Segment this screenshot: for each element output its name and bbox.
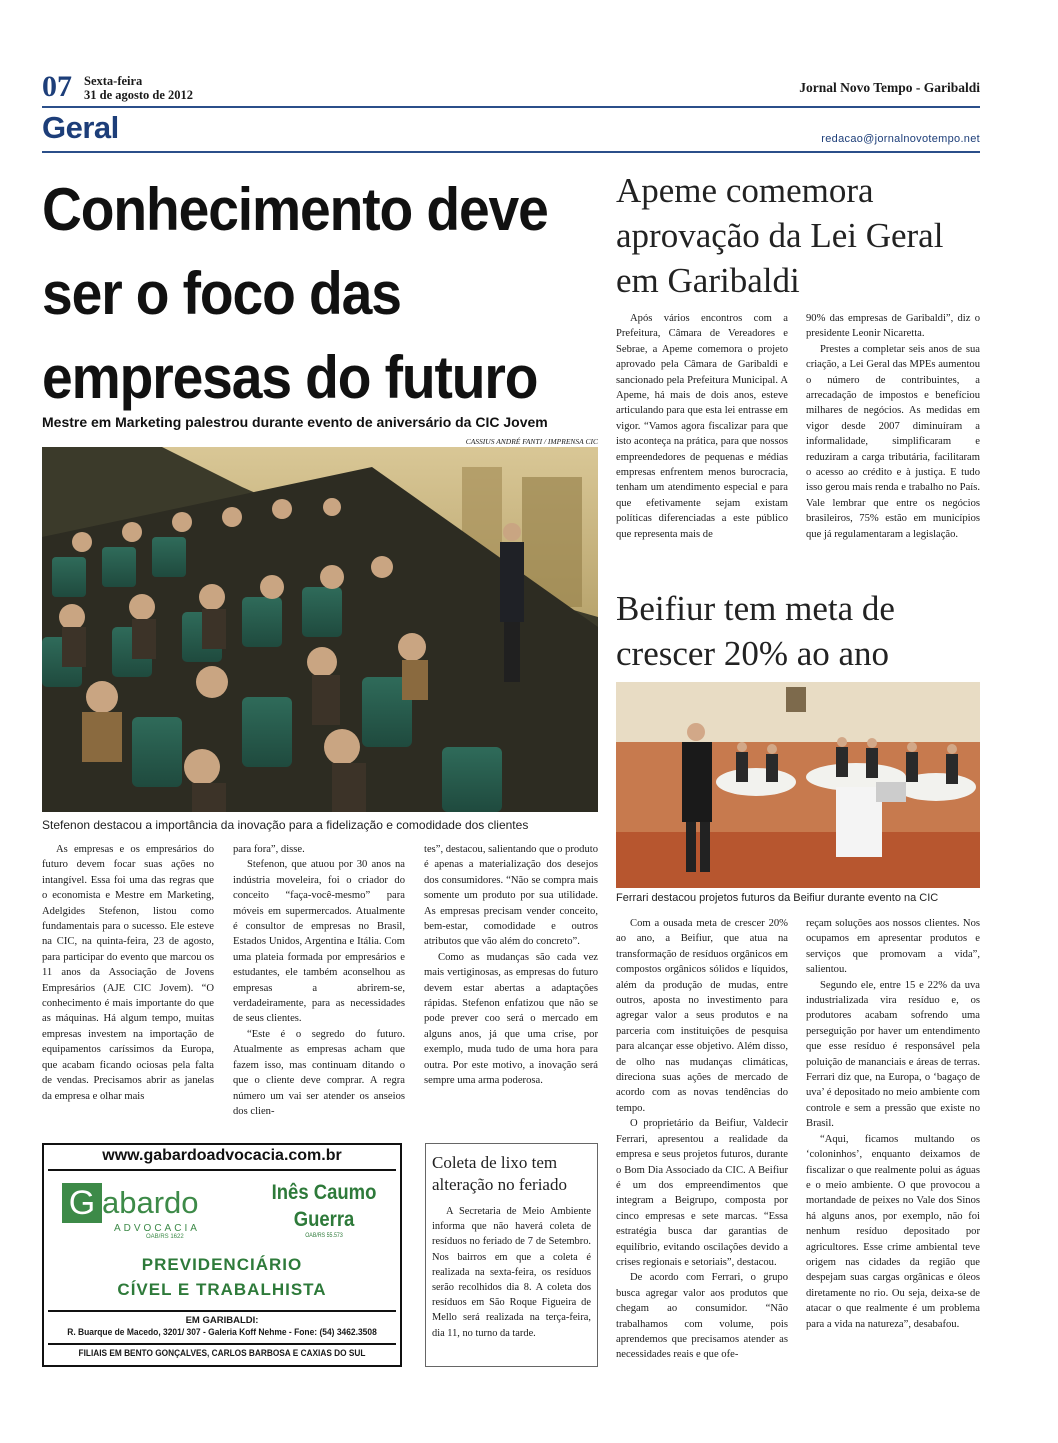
event-photo <box>616 682 980 888</box>
beifiur-column-2 <box>806 916 980 1332</box>
ad-services <box>44 1252 400 1302</box>
auditorium-photo <box>42 447 598 812</box>
ad-branches: FILIAIS EM BENTO GONÇALVES, CARLOS BARBOSA E CAXIAS DO SUL <box>78 1348 366 1358</box>
paragraph: para fora”, disse. <box>233 844 305 855</box>
ad-url[interactable]: www.gabardoadvocacia.com.br <box>102 1147 342 1164</box>
date-block <box>84 74 193 102</box>
paragraph: As empresas e os empresários do futuro devem focar suas ações no intangível. Essa foi uma das regras que o economista e Mestre em Marketing, Adelgides Stefenon, listou como fundamentais para o sucesso. Ele esteve na CIC, na quinta-feira, 23 de agosto, para participar do evento que marcou os 11 anos da Associação de Jovens Empresários (AJE CIC Jovem). “O conhecimento é mais importante do que as máquinas. Há algum tempo, muitas empresas investem na importação de equipamentos caríssimos da Europa, que acabam ficando ociosas pela falta de vendas. Precisamos abrir as janelas da empresa e olhar mais <box>42 844 214 1102</box>
apeme-headline: Apeme comemora aprovação da Lei Geral em Garibaldi <box>616 171 944 300</box>
newspaper-name: Jornal Novo Tempo - Garibaldi <box>799 80 980 95</box>
paragraph: Stefenon, que atuou por 30 anos na indústria moveleira, foi o criador do conceito “faça-você-mesmo” para móveis em supermercados. Atualmente é consultor de empresas no Brasil, Estados Unidos, Argentina e Itália. Com uma plateia formada por empresários e estudantes, ele também aconselhou as empresas a abrirem-se, verdadeiramente, para as necessidades de seus clientes. <box>233 859 405 1025</box>
main-subtitle: Mestre em Marketing palestrou durante evento de aniversário da CIC Jovem <box>42 414 548 430</box>
event-photo-illustration <box>616 682 980 888</box>
logo-subtitle: ADVOCACIA <box>114 1223 200 1234</box>
lawyer-oab: OAB/RS 55.573 <box>305 1233 343 1239</box>
paragraph: “Aqui, ficamos multando os ‘coloninhos’, enquanto deixamos de fiscalizar o que realmente polui as águas e o meio ambiente. O que provocou a mortandade de peixes no Vale dos Sinos há alguns anos, por exemplo, não foi nenhum resíduo depositado por agricultores. Esse crime ambiental teve origem nas cidades da região que despejam suas cargas orgânicas e óleos diretamente no rio. Ou seja, deixa-se de atacar o que realmente é um problema para a vida na natureza”, desabafou. <box>806 1133 980 1330</box>
beifiur-headline: Beifiur tem meta de crescer 20% ao ano <box>616 589 895 673</box>
ad-address: R. Buarque de Macedo, 3201/ 307 - Galeria Koff Nehme - Fone: (54) 3462.3508 <box>67 1327 377 1337</box>
main-photo-caption: Stefenon destacou a importância da inovação para a fidelização e comodidade dos clientes <box>42 818 529 832</box>
gabardo-logo-letter: G <box>62 1183 102 1223</box>
paragraph: 90% das empresas de Garibaldi”, diz o presidente Leonir Nicaretta. <box>806 313 980 340</box>
weekday: Sexta-feira <box>84 74 143 88</box>
paragraph: Após vários encontros com a Prefeitura, Câmara de Vereadores e Sebrae, a Apeme comemora o projeto aprovado pela Câmara de Garibaldi e sancionado pela Prefeitura Municipal. A Apeme, há mais de dois anos, esteve articulando para que esta lei entrasse em vigor. “Vamos agora fiscalizar para que isto aconteça na prática, para que nossos empreendedores de pequenas e médias empresas enfrentem menos burocracia, tenham um atendimento especial e para que efetivamente sejam existam políticas diferenciadas a este público que representa mais de <box>616 313 788 540</box>
paragraph: Como as mudanças são cada vez mais vertiginosas, as empresas do futuro devem estar abertas a adaptações rápidas. Stefenon enfatizou que não se pode prever coo será o mercado em alguns anos, já que uma crise, por exemplo, muda tudo de uma hora para outra. Por este motivo, a inovação será sempre uma arma poderosa. <box>424 951 598 1087</box>
apeme-column-2 <box>806 311 980 542</box>
ad-location: EM GARIBALDI: <box>185 1315 259 1326</box>
notice-box <box>425 1143 598 1367</box>
services-line2: CÍVEL E TRABALHISTA <box>117 1280 327 1299</box>
paragraph: Com a ousada meta de crescer 20% ao ano, a Beifiur, que atua na transformação de resíduos orgânicos em compostos orgânicos sólidos e líquidos, além da produção de mudas, entre outros, aposta no investimento para agregar valor a seus produtos e na parceria com instituições de pesquisa para alcançar esse objetivo. Além disso, de olho nas mudanças climáticas, direciona suas ações de mercado de acordo com as novas tendências do tempo. <box>616 918 788 1114</box>
beifiur-column-1 <box>616 916 788 1363</box>
page-number: 07 <box>42 70 72 103</box>
paragraph: De acordo com Ferrari, o grupo busca agregar valor aos produtos que chegam ao consumidor. “Não trabalhamos com volume, pois aprendemos que precisamos atender as necessidades reais e que ofe- <box>616 1272 788 1361</box>
section-rule <box>42 151 980 153</box>
header-rule <box>42 106 980 108</box>
main-article-column-1 <box>42 842 214 1104</box>
ad-divider <box>48 1310 396 1312</box>
paragraph: Prestes a completar seis anos de sua criação, a Lei Geral das MPEs aumentou o número de contribuintes, a arrecadação de impostos e benefíciou milhares de negócios. As medidas em vigor desde 2007 diminuíram a informalidade, simplificaram e reduziram a carga tributária, facilitaram o acesso ao crédito e à justiça. E tudo isso gerou mais renda e trabalho no País. Vale lembrar que entre os negócios brasileiros, 75% estão em municípios que já regulamentaram a legislação. <box>806 343 980 540</box>
auditorium-photo-illustration <box>42 447 598 812</box>
ad-divider <box>48 1169 396 1171</box>
main-article-column-3 <box>424 842 598 1089</box>
paragraph: “Este é o segredo do futuro. Atualmente as empresas acham que fazem isso, mas continuam ditando o que o cliente deve comprar. A regra número um vai ser atender os anseios dos clien- <box>233 1028 405 1117</box>
services-line1: PREVIDENCIÁRIO <box>141 1255 303 1274</box>
notice-title: Coleta de lixo tem alteração no feriado <box>432 1153 567 1194</box>
lawyer-name-line1: Inês Caumo <box>271 1181 377 1204</box>
lawyer-name-line2: Guerra <box>293 1208 355 1231</box>
date: 31 de agosto de 2012 <box>84 88 194 102</box>
paragraph: tes”, destacou, salientando que o produto é apenas a materialização dos desejos dos consumidores. “Não se compra mais somente um produto por sua utilidade. As empresas precisam vender conceito, bem-estar, comodidade e outros atributos que vão além do concreto”. <box>424 844 598 948</box>
photo-credit: CASSIUS ANDRÉ FANTI / IMPRENSA CIC <box>465 437 598 446</box>
section-title: Geral <box>42 110 119 145</box>
paragraph: A Secretaria de Meio Ambiente informa que não haverá coleta de resíduos no feriado de 7 de Setembro. Nos bairros em que a coleta é realizada na sexta-feira, os resíduos serão recolhidos dia 8. A coleta dos resíduos em São Roque Figueira de Mello será realizada na terça-feira, dia 11, no turno da tarde. <box>432 1206 591 1339</box>
paragraph: Segundo ele, entre 15 e 22% da uva industrializada vira resíduo e, os produtores acabam sofrendo uma perseguição por haver um entendimento que esse resíduo é responsável pela poluição de mananciais e áreas de terras. Ferrari diz que, na Europa, o ‘bagaço de uva’ é depositado no meio ambiente com controle e sem a pressão que existe no Brasil. <box>806 979 980 1130</box>
lawyer-name <box>262 1179 385 1240</box>
main-headline: Conhecimento deve ser o foco das empresas do futuro <box>42 176 548 411</box>
paragraph: reçam soluções aos nossos clientes. Nos ocupamos em apresentar produtos e serviços que promovam a vida”, salientou. <box>806 918 980 976</box>
apeme-column-1 <box>616 311 788 542</box>
main-article-column-2 <box>233 842 405 1119</box>
law-firm-advertisement[interactable] <box>42 1143 402 1367</box>
email-link[interactable]: redacao@jornalnovotempo.net <box>821 133 980 145</box>
logo-oab: OAB/RS 1622 <box>146 1234 184 1240</box>
gabardo-logo-word: abardo <box>102 1185 199 1220</box>
paragraph: O proprietário da Beifiur, Valdecir Ferrari, apresentou a realidade da empresa e seus projetos futuros, durante o Bom Dia Associado da CIC. A Beifiur é um dos empreendimentos que integram a Beigrupo, composta por cinco empresas e sete marcas. “Essa estratégia busca dar garantias de equilíbrio, evitando oscilações devido a crises regionais e setoriais”, destacou. <box>616 1118 788 1268</box>
gabardo-logo <box>62 1179 242 1241</box>
notice-body <box>432 1204 591 1341</box>
beifiur-photo-caption: Ferrari destacou projetos futuros da Beifiur durante evento na CIC <box>616 892 939 904</box>
ad-divider <box>48 1343 396 1345</box>
